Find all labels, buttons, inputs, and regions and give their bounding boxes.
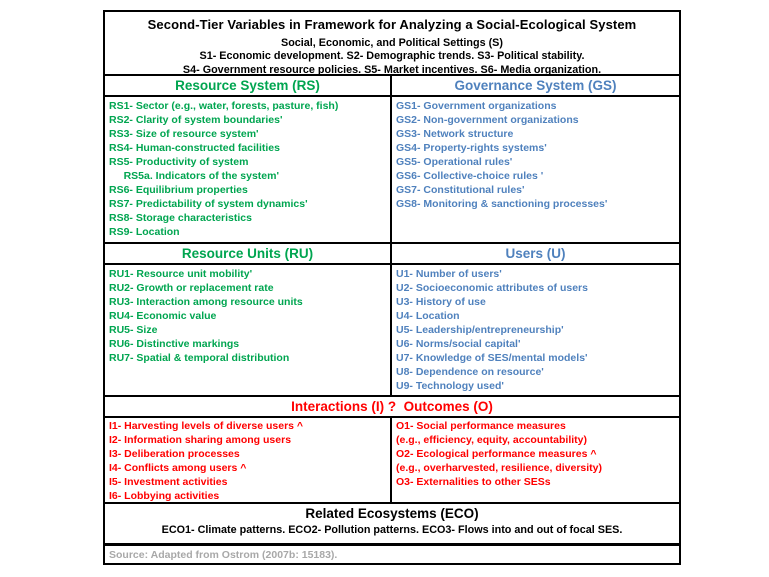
list-item: I3- Deliberation processes (109, 448, 240, 460)
list-item: I6- Lobbying activities (109, 490, 220, 502)
list-item: I4- Conflicts among users ^ (109, 462, 247, 474)
list-item: (e.g., efficiency, equity, accountability) (396, 434, 587, 446)
list-item: RS5a. Indicators of the system' (109, 170, 279, 182)
list-item: RS3- Size of resource system' (109, 128, 259, 140)
list-item: U3- History of use (396, 296, 486, 308)
users-list (392, 265, 679, 395)
source-citation: Source: Adapted from Ostrom (2007b: 15183). (109, 548, 338, 561)
list-item: I5- Investment activities (109, 476, 228, 488)
list-item: U6- Norms/social capital' (396, 338, 521, 350)
list-item: RU7- Spatial & temporal distribution (109, 352, 290, 364)
related-ecosystems-cell (105, 504, 679, 546)
list-item: U7- Knowledge of SES/mental models' (396, 352, 588, 364)
interactions-outcomes-header: Interactions (I) ? Outcomes (O) (291, 399, 493, 414)
resource-units-list (105, 265, 392, 395)
list-item: RU2- Growth or replacement rate (109, 282, 274, 294)
list-item: RS5- Productivity of system (109, 156, 249, 168)
settings-heading: Social, Economic, and Political Settings (S) (281, 37, 503, 49)
list-item: U9- Technology used' (396, 380, 504, 392)
list-item: (e.g., overharvested, resilience, diversity) (396, 462, 603, 474)
outcomes-list (392, 418, 679, 502)
list-item: GS8- Monitoring & sanctioning processes' (396, 198, 608, 210)
ru-u-header-row (105, 244, 679, 265)
resource-system-list (105, 97, 392, 242)
list-item: RS8- Storage characteristics (109, 212, 252, 224)
list-item: I2- Information sharing among users (109, 434, 292, 446)
interactions-list (105, 418, 392, 502)
title-settings-cell (105, 12, 679, 76)
list-item: O3- Externalities to other SESs (396, 476, 551, 488)
list-item: GS4- Property-rights systems' (396, 142, 547, 154)
list-item: RU1- Resource unit mobility' (109, 268, 253, 280)
settings-line-1: S1- Economic development. S2- Demographic trends. S3- Political stability. (199, 50, 585, 62)
list-item: RU4- Economic value (109, 310, 217, 322)
resource-system-header: Resource System (RS) (105, 76, 392, 95)
list-item: RS6- Equilibrium properties (109, 184, 248, 196)
list-item: I1- Harvesting levels of diverse users ^ (109, 420, 304, 432)
list-item: U4- Location (396, 310, 460, 322)
list-item: GS7- Constitutional rules' (396, 184, 525, 196)
list-item: O2- Ecological performance measures ^ (396, 448, 597, 460)
list-item: RS7- Predictability of system dynamics' (109, 198, 308, 210)
interactions-outcomes-header-row (105, 397, 679, 418)
list-item: U2- Socioeconomic attributes of users (396, 282, 588, 294)
list-item: GS6- Collective-choice rules ' (396, 170, 544, 182)
interactions-outcomes-body-row (105, 418, 679, 504)
list-item: U1- Number of users' (396, 268, 502, 280)
list-item: RS2- Clarity of system boundaries' (109, 114, 283, 126)
rs-gs-header-row (105, 76, 679, 97)
list-item: RS9- Location (109, 226, 180, 238)
governance-system-list (392, 97, 679, 242)
list-item: GS5- Operational rules' (396, 156, 513, 168)
users-header: Users (U) (505, 246, 566, 261)
related-ecosystems-header: Related Ecosystems (ECO) (305, 506, 479, 521)
page-title: Second-Tier Variables in Framework for Analyzing a Social-Ecological System (147, 17, 637, 32)
list-item: RU5- Size (109, 324, 158, 336)
list-item: U8- Dependence on resource' (396, 366, 544, 378)
list-item: RU3- Interaction among resource units (109, 296, 303, 308)
settings-line-2: S4- Government resource policies. S5- Market incentives. S6- Media organization. (182, 64, 602, 76)
list-item: RU6- Distinctive markings (109, 338, 240, 350)
rs-gs-body-row (105, 97, 679, 244)
list-item: O1- Social performance measures (396, 420, 566, 432)
ru-u-body-row (105, 265, 679, 397)
list-item: GS1- Government organizations (396, 100, 557, 112)
resource-units-header: Resource Units (RU) (105, 244, 392, 263)
governance-system-header: Governance System (GS) (454, 78, 617, 93)
related-ecosystems-line: ECO1- Climate patterns. ECO2- Pollution patterns. ECO3- Flows into and out of focal SES. (161, 524, 623, 536)
list-item: GS2- Non-government organizations (396, 114, 579, 126)
list-item: RS4- Human-constructed facilities (109, 142, 280, 154)
ses-framework-table (103, 10, 681, 565)
list-item: GS3- Network structure (396, 128, 514, 140)
source-cell (105, 546, 679, 563)
list-item: U5- Leadership/entrepreneurship' (396, 324, 564, 336)
list-item: RS1- Sector (e.g., water, forests, pasture, fish) (109, 100, 339, 112)
